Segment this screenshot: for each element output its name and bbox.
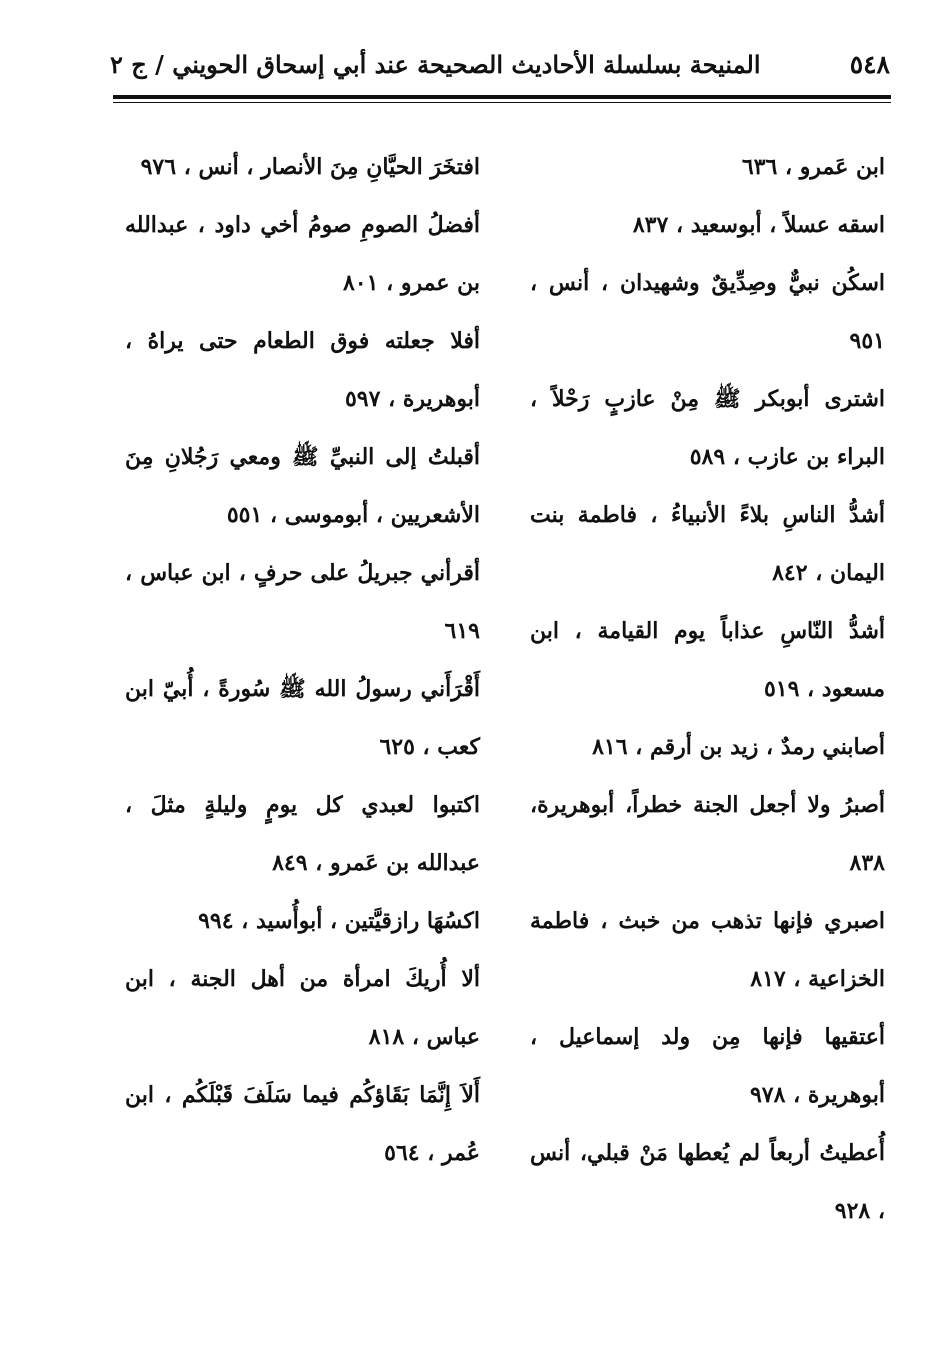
hadith-number: ٩٩٤	[198, 908, 234, 934]
entry-text: اصبري فإنها تذهب من خبث ، فاطمة الخزاعية ،	[530, 908, 885, 992]
index-entry	[125, 196, 480, 312]
index-entry	[530, 370, 885, 486]
entry-text: اكتبوا لعبدي كل يومٍ وليلةٍ مثلَ ، عبدالله بن عَمرو ،	[125, 792, 480, 876]
hadith-number: ٨٠١	[342, 270, 379, 296]
entry-text: أصبرُ ولا أجعل الجنة خطراً، أبوهريرة،	[530, 792, 885, 818]
hadith-number: ٨١٧	[750, 966, 786, 992]
index-entry	[125, 892, 480, 950]
entry-text: اسكُن نبيٌّ وصِدِّيقٌ وشهيدان ، أنس ،	[530, 270, 885, 296]
index-entry	[530, 718, 885, 776]
entry-text: ألا أُريكَ امرأة من أهل الجنة ، ابن عباس ،	[125, 966, 480, 1050]
entry-text: اسقه عسلاً ، أبوسعيد ،	[668, 212, 885, 238]
hadith-number: ٥٨٩	[689, 444, 726, 470]
hadith-number: ٨٣٨	[849, 850, 885, 876]
entry-text: أشدُّ النّاسِ عذاباً يوم القيامة ، ابن مسعود ،	[530, 618, 885, 702]
hadith-number: ٦٢٥	[379, 734, 415, 760]
entry-text: أشدُّ الناسِ بلاءً الأنبياءُ ، فاطمة بنت اليمان ،	[530, 502, 885, 586]
index-entry	[530, 776, 885, 892]
index-entry	[530, 196, 885, 254]
entry-text: أفضلُ الصومِ صومُ أخي داود ، عبدالله بن عمرو ،	[125, 212, 480, 296]
index-entry	[125, 544, 480, 660]
entry-text: أَقْرَأَني رسولُ الله ﷺ سُورةً ، أُبيّ ابن كعب ،	[125, 676, 480, 760]
hadith-number: ٥١٩	[763, 676, 800, 702]
hadith-number: ٦١٩	[444, 618, 480, 644]
hadith-number: ٥٩٧	[344, 386, 381, 412]
entry-text: اشترى أبوبكر ﷺ مِنْ عازبٍ رَحْلاً ، البراء بن عازب ،	[530, 386, 885, 470]
index-entry	[125, 138, 480, 196]
entry-text: أُعطيتُ أربعاً لم يُعطها مَنْ قبلي، أنس ،	[530, 1140, 885, 1224]
index-entry	[530, 1008, 885, 1124]
index-entry	[530, 1124, 885, 1240]
index-entry	[125, 950, 480, 1066]
header-rule-thick	[113, 95, 891, 99]
entry-text: أفلا جعلته فوق الطعام حتى يراهُ ، أبوهريرة ،	[125, 328, 480, 412]
index-entry	[125, 1066, 480, 1182]
hadith-number: ٨٤٢	[772, 560, 808, 586]
index-column-left	[125, 138, 480, 1182]
hadith-number: ٥٥١	[226, 502, 263, 528]
hadith-number: ٩٧٦	[140, 154, 177, 180]
index-entry	[530, 138, 885, 196]
page-number: ٥٤٨	[849, 49, 890, 79]
hadith-number: ٩٧٨	[749, 1082, 786, 1108]
hadith-number: ٩٢٨	[834, 1198, 871, 1224]
entry-text: أقبلتُ إلى النبيِّ ﷺ ومعي رَجُلانِ مِنَ الأشعريين ، أبوموسى ،	[125, 444, 480, 528]
index-entry	[125, 428, 480, 544]
entry-text: افتخَرَ الحيَّانِ مِنَ الأنصار ، أنس ،	[176, 154, 480, 180]
hadith-number: ٩٥١	[849, 328, 885, 354]
entry-text: أعتقيها فإنها مِن ولد إسماعيل ، أبوهريرة ،	[530, 1024, 885, 1108]
entry-text: ابن عَمرو ،	[777, 154, 885, 180]
hadith-number: ٦٣٦	[741, 154, 778, 180]
index-entry	[530, 254, 885, 370]
index-entry	[125, 776, 480, 892]
entry-text: اكسُهَا رازقيَّتين ، أبوأُسيد ،	[233, 908, 480, 934]
index-entry	[125, 312, 480, 428]
running-title: المنيحة بسلسلة الأحاديث الصحيحة عند أبي إسحاق الحويني / ج ٢	[110, 49, 761, 79]
entry-text: أقرأني جبريلُ على حرفٍ ، ابن عباس ،	[125, 560, 480, 586]
entry-text: أَلاَ إِنَّمَا بَقَاؤكُم فيما سَلَفَ قَبْلَكُم ، ابن عُمر ،	[125, 1082, 480, 1166]
hadith-number: ٨١٦	[592, 734, 628, 760]
hadith-number: ٨١٨	[368, 1024, 405, 1050]
hadith-number: ٨٣٧	[632, 212, 669, 238]
index-entry	[530, 602, 885, 718]
index-entry	[530, 486, 885, 602]
hadith-number: ٥٦٤	[384, 1140, 420, 1166]
page-header	[110, 44, 890, 84]
index-column-right	[530, 138, 885, 1240]
index-entry	[125, 660, 480, 776]
hadith-number: ٨٤٩	[272, 850, 308, 876]
header-rule-thin	[113, 102, 891, 103]
index-entry	[530, 892, 885, 1008]
entry-text: أصابني رمدٌ ، زيد بن أرقم ،	[627, 734, 885, 760]
